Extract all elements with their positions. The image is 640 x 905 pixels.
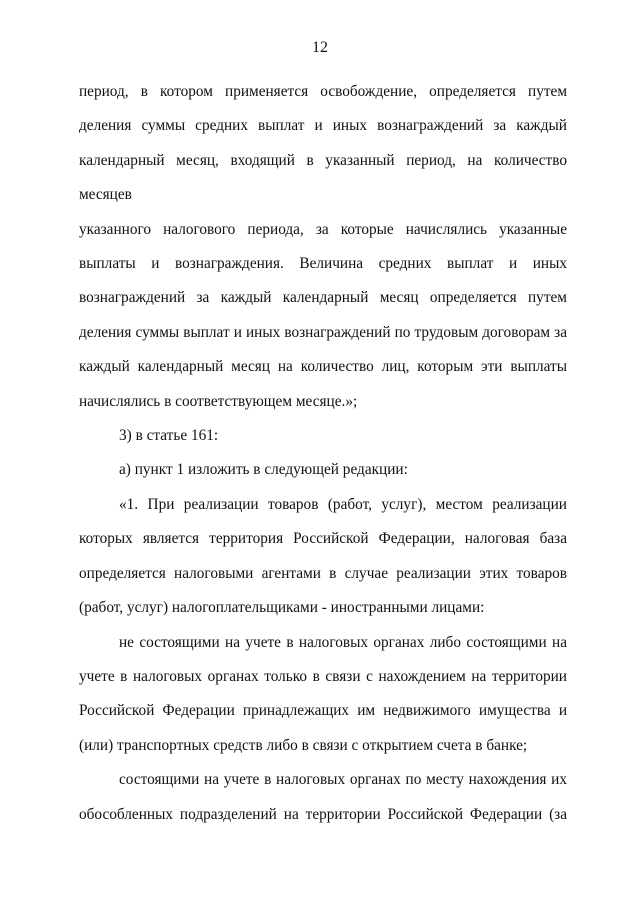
document-body: [79, 75, 567, 832]
paragraph: [79, 488, 567, 626]
text-line: определяется налоговыми агентами в случае реализации этих товаров: [79, 564, 567, 582]
text-line: указанного налогового периода, за которые начислялись указанные: [79, 220, 567, 238]
paragraph: [79, 626, 567, 764]
text-line: Российской Федерации принадлежащих им недвижимого имущества и: [79, 702, 567, 720]
text-line: деления суммы выплат и иных вознаграждений по трудовым договорам за: [79, 323, 567, 341]
paragraph: [79, 453, 567, 487]
text-line: (работ, услуг) налогоплательщиками - иностранными лицами:: [79, 599, 485, 617]
text-line: каждый календарный месяц на количество лиц, которым эти выплаты: [79, 358, 567, 376]
text-line: период, в котором применяется освобождение, определяется путем: [79, 83, 567, 100]
text-line: вознаграждений за каждый календарный месяц определяется путем: [79, 289, 567, 307]
paragraph: [79, 763, 567, 832]
text-line: (или) транспортных средств либо в связи с открытием счета в банке;: [79, 736, 528, 754]
paragraph: [79, 75, 567, 419]
page-number: 12: [312, 39, 328, 56]
text-line: не состоящими на учете в налоговых органах либо состоящими на: [119, 633, 567, 651]
text-line: а) пункт 1 изложить в следующей редакции:: [119, 461, 408, 479]
text-line: деления суммы средних выплат и иных вознаграждений за каждый: [79, 117, 567, 135]
text-line: обособленных подразделений на территории Российской Федерации (за: [79, 805, 567, 823]
text-line: учете в налоговых органах только в связи с нахождением на территории: [79, 667, 567, 685]
text-line: «1. При реализации товаров (работ, услуг), местом реализации: [119, 495, 567, 513]
text-line: календарный месяц, входящий в указанный период, на количество месяцев: [79, 151, 567, 204]
text-line: выплаты и вознаграждения. Величина средних выплат и иных: [79, 255, 567, 273]
text-line: состоящими на учете в налоговых органах по месту нахождения их: [119, 771, 567, 789]
paragraph: [79, 419, 567, 453]
text-line: которых является территория Российской Федерации, налоговая база: [79, 530, 567, 548]
text-line: начислялись в соответствующем месяце.»;: [79, 392, 358, 410]
text-line: 3) в статье 161:: [119, 427, 219, 445]
